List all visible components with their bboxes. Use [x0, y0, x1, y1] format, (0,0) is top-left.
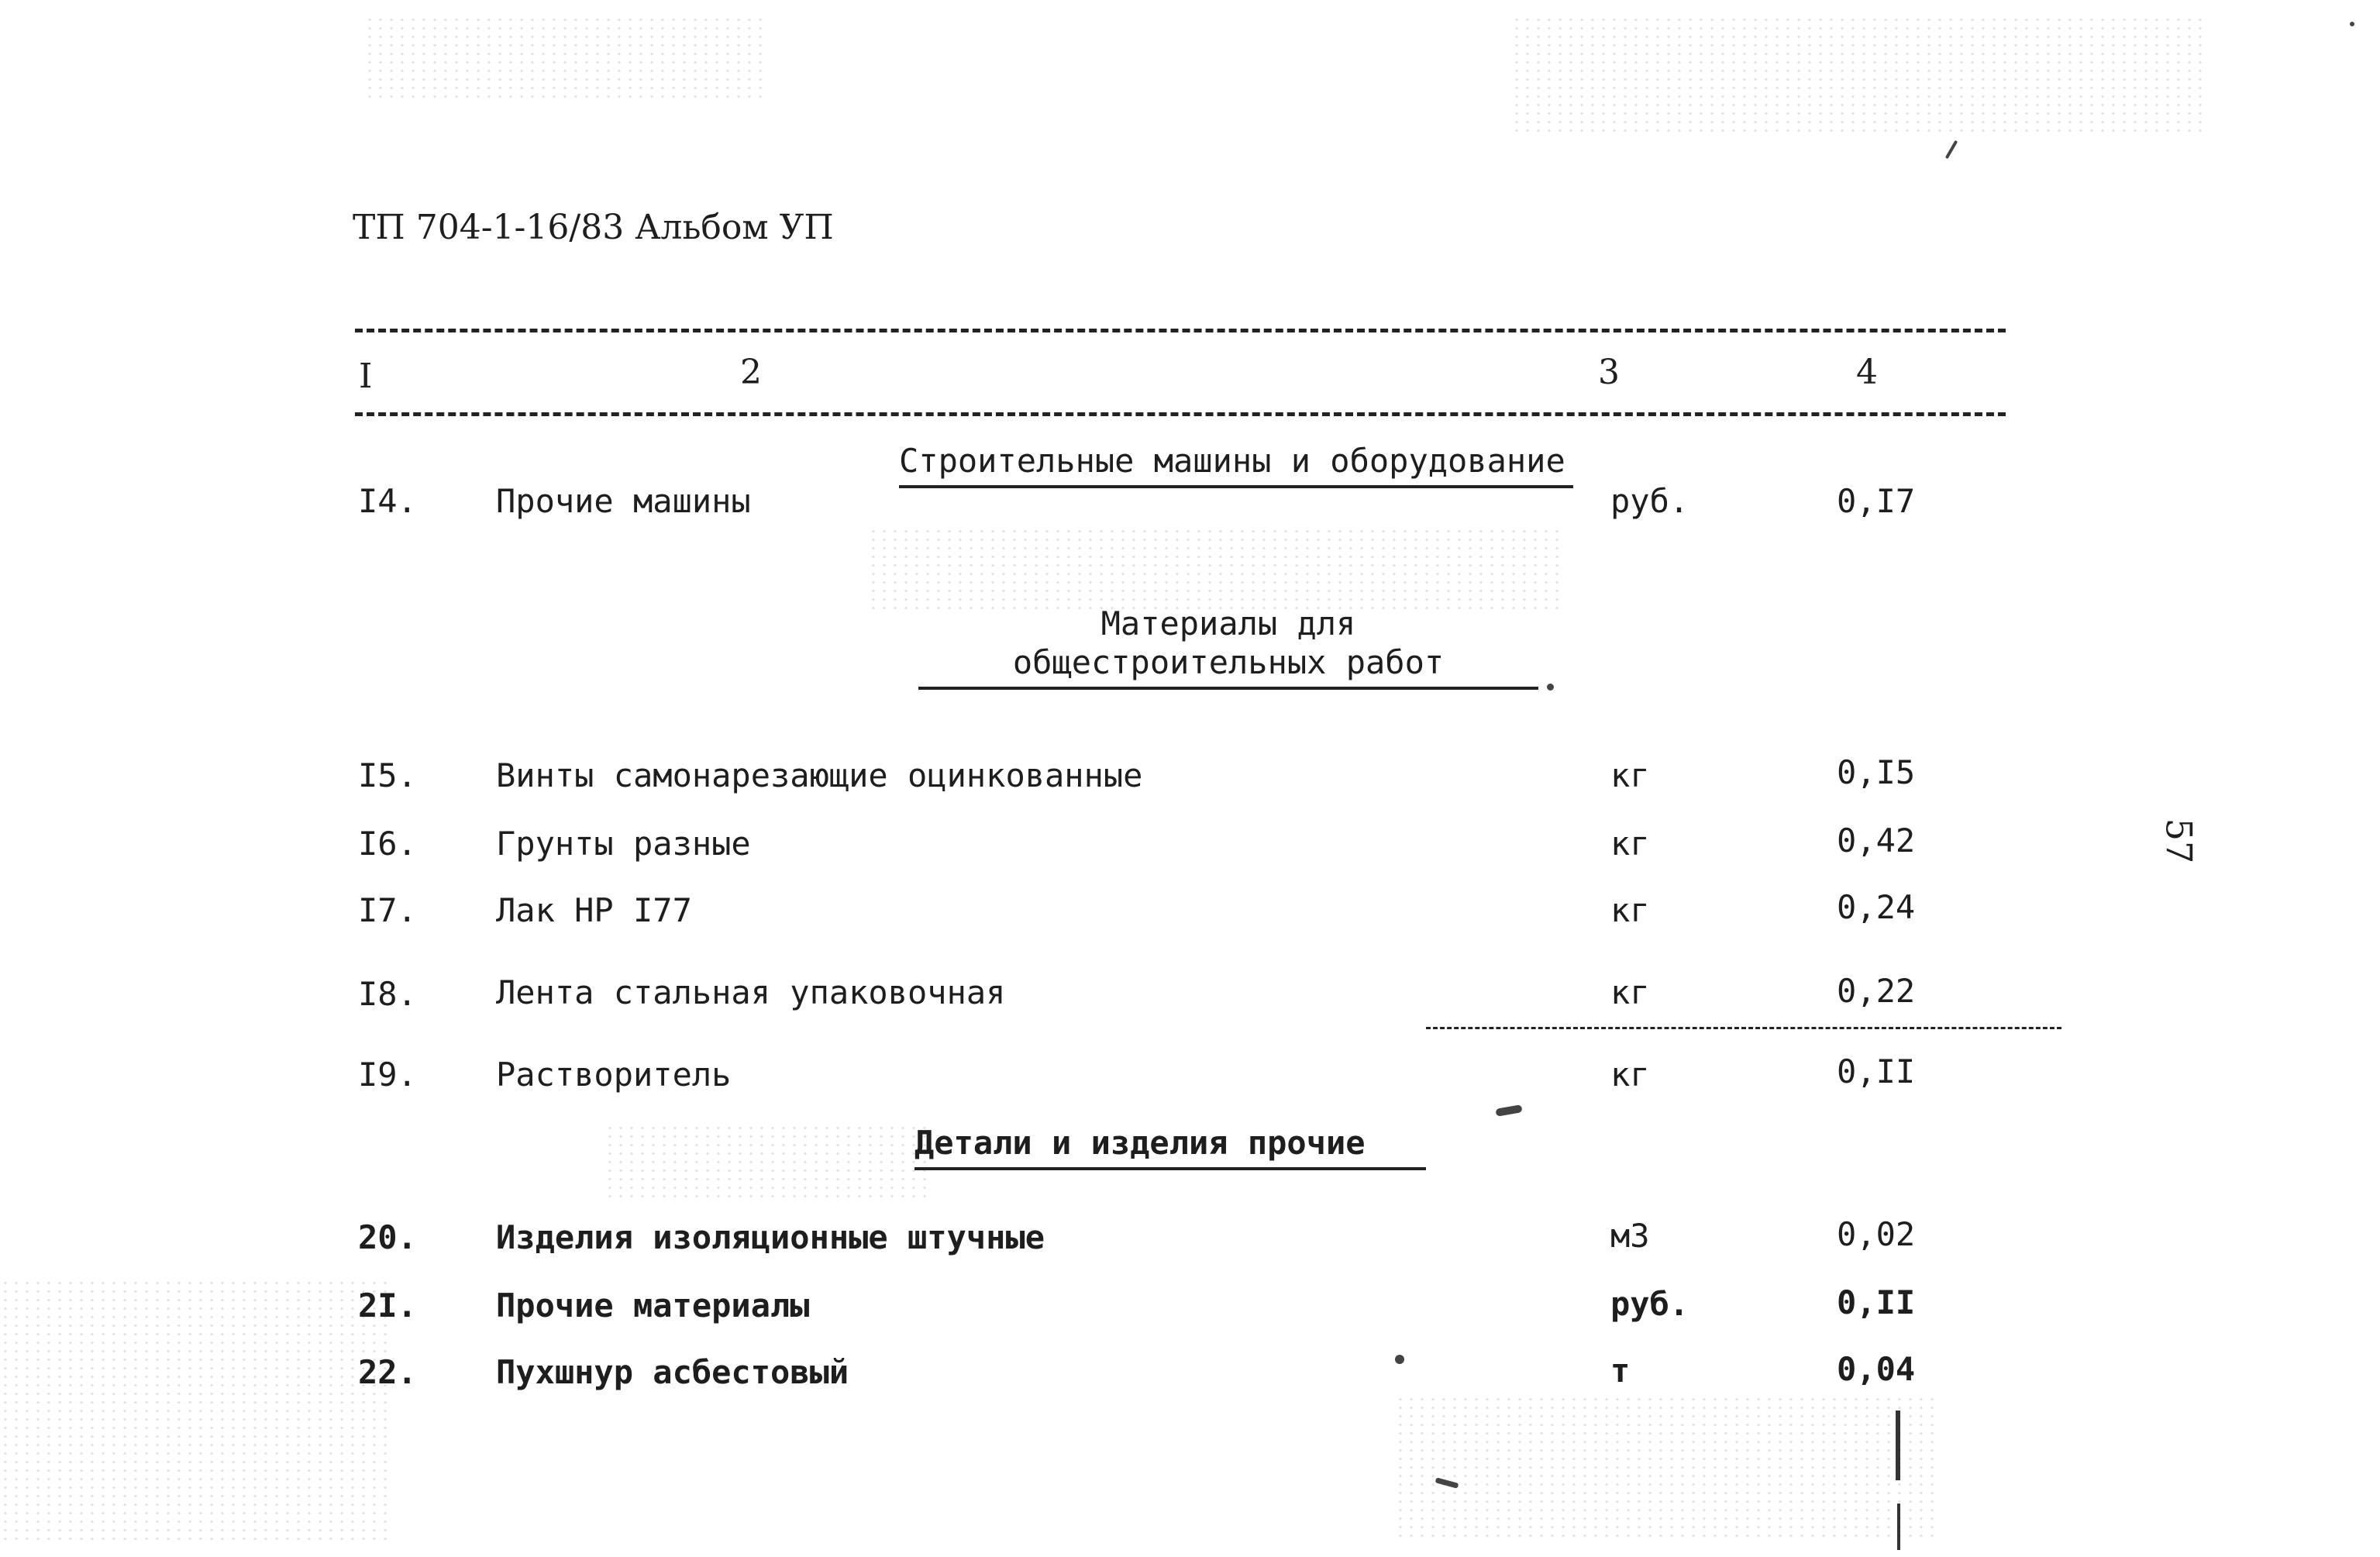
table-header-rule [355, 412, 2006, 416]
row-value: 0,22 [1837, 972, 1916, 1010]
column-number-1: I [359, 357, 373, 396]
row-value: 0,02 [1837, 1215, 1916, 1253]
row-value: 0,II [1837, 1283, 1916, 1321]
row-value: 0,I5 [1837, 753, 1916, 791]
row-name: Грунты разные [496, 825, 751, 863]
row-name: Прочие материалы [496, 1287, 810, 1324]
row-unit: т [1610, 1352, 1631, 1390]
row-number: I8. [358, 975, 417, 1013]
scan-dot [1945, 140, 1958, 160]
column-number-4: 4 [1856, 353, 1878, 392]
scan-dot [2350, 22, 2354, 26]
table-top-rule [355, 329, 2006, 332]
row-unit: руб. [1610, 482, 1689, 520]
row-unit: м3 [1610, 1217, 1650, 1255]
row-value: 0,I7 [1837, 482, 1916, 520]
row-name: Лак НР I77 [496, 891, 692, 929]
scan-noise [1511, 16, 2209, 132]
row-value: 0,II [1837, 1052, 1916, 1090]
margin-vertical-bar [1896, 1411, 1900, 1480]
row-unit: кг [1610, 1056, 1650, 1094]
row-value: 0,42 [1837, 822, 1916, 859]
row-unit: кг [1610, 825, 1650, 863]
scan-dot [1547, 684, 1554, 691]
row-number: I5. [358, 756, 417, 794]
scan-noise [364, 16, 767, 101]
section-heading-details [914, 1124, 1441, 1170]
scan-noise [604, 1124, 930, 1201]
section-heading-materials-text: Материалы для общестроительных работ [1012, 605, 1445, 681]
row-number: I7. [358, 891, 417, 929]
document-title: ТП 704-1-16/83 Альбом УП [353, 208, 834, 247]
row-number: 20. [358, 1218, 417, 1256]
scan-noise [1395, 1395, 1937, 1542]
page-number-mark: 57 [2158, 818, 2200, 864]
section-heading-machines [899, 442, 1596, 488]
scan-noise [0, 1279, 387, 1542]
row-name: Пухшнур асбестовый [496, 1353, 849, 1391]
row-number: I9. [358, 1056, 417, 1094]
scan-noise [868, 527, 1565, 612]
row-unit: кг [1610, 973, 1650, 1011]
row-number: I6. [358, 825, 417, 863]
row-name: Изделия изоляционные штучные [496, 1218, 1045, 1256]
row-value: 0,04 [1837, 1350, 1916, 1388]
stray-dash-mark [1426, 1027, 2061, 1029]
row-value: 0,24 [1837, 888, 1916, 926]
row-name: Винты самонарезающие оцинкованные [496, 756, 1143, 794]
section-underline [914, 1167, 1426, 1170]
row-name: Прочие машины [496, 482, 751, 520]
section-heading-machines-text: Строительные машины и оборудование [899, 442, 1565, 480]
row-number: 22. [358, 1353, 417, 1391]
section-heading-details-text: Детали и изделия прочие [914, 1124, 1366, 1162]
row-name: Растворитель [496, 1056, 732, 1094]
row-number: 2I. [358, 1287, 417, 1324]
scan-dot [1395, 1355, 1404, 1364]
row-name: Лента стальная упаковочная [496, 973, 1006, 1011]
section-heading-materials [918, 605, 1538, 690]
column-number-2: 2 [740, 353, 762, 392]
margin-vertical-bar [1897, 1504, 1900, 1550]
scan-dot [1495, 1104, 1522, 1117]
row-unit: кг [1610, 891, 1650, 929]
row-number: I4. [358, 482, 417, 520]
row-unit: руб. [1610, 1285, 1689, 1323]
section-underline [918, 687, 1538, 690]
row-unit: кг [1610, 756, 1650, 794]
column-number-3: 3 [1598, 353, 1620, 392]
section-underline [899, 485, 1573, 488]
